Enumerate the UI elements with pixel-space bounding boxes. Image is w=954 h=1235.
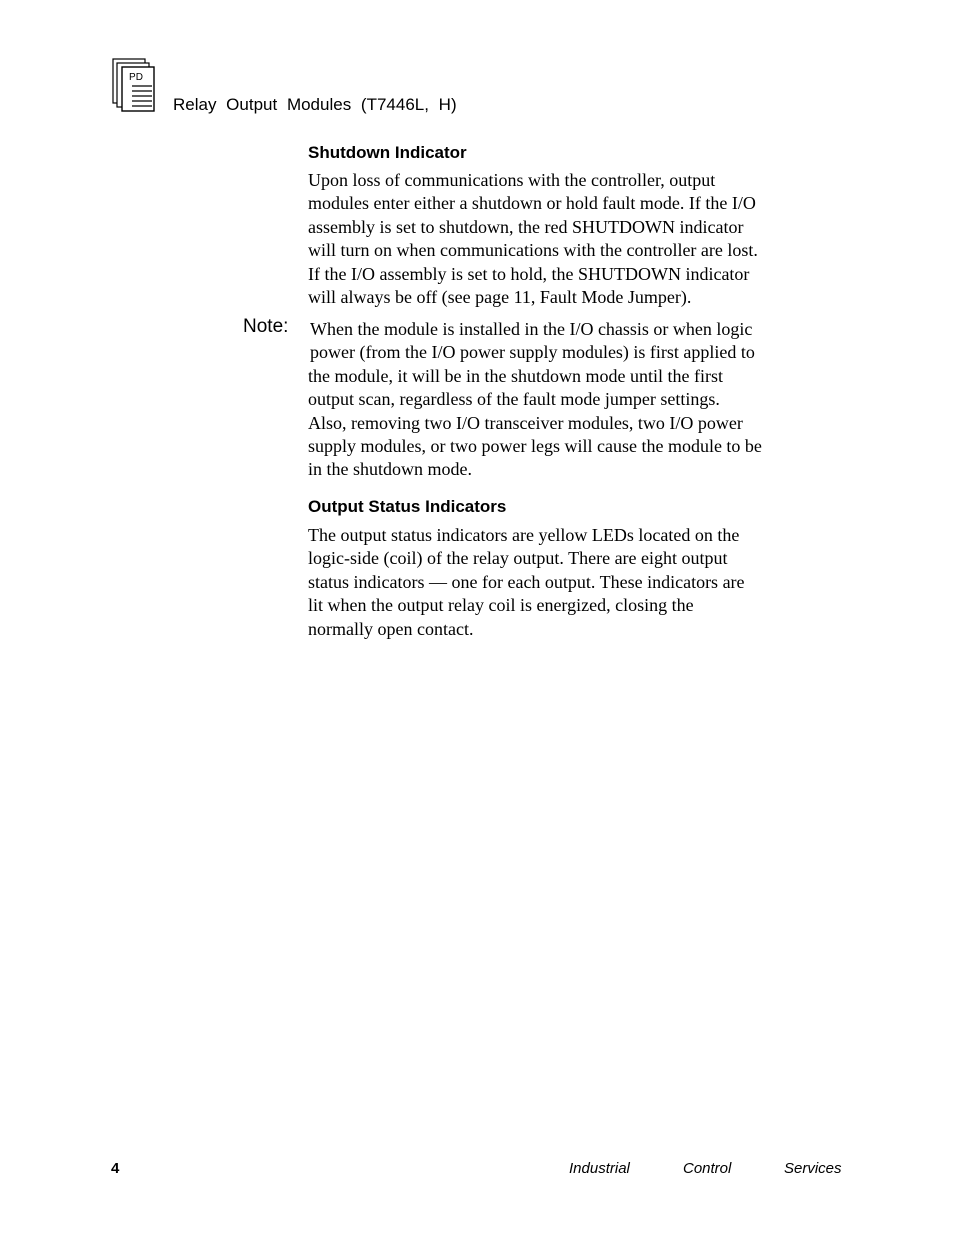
footer-company-word: Control (683, 1160, 732, 1177)
text-line: Upon loss of communications with the controller, output (308, 170, 716, 190)
text-line: in the shutdown mode. (308, 459, 472, 480)
page-number: 4 (111, 1160, 120, 1177)
text-line: logic-side (coil) of the relay output. There are eight output (308, 548, 728, 569)
text-line: output scan, regardless of the fault mode jumper settings. (308, 389, 720, 410)
text-line: assembly is set to shutdown, the red SHUTDOWN indicator (308, 216, 744, 237)
footer-company-word: Industrial (569, 1160, 630, 1177)
text-line: will always be off (see page 11, Fault Mode Jumper). (308, 287, 692, 308)
text-line: lit when the output relay coil is energized, closing the (308, 595, 694, 616)
text-line: Also, removing two I/O transceiver modules, two I/O power (308, 412, 743, 433)
footer-company-word: Services (784, 1160, 842, 1177)
section-heading-output-status: Output Status Indicators (308, 497, 507, 516)
output-status-paragraph (308, 524, 848, 641)
pd-logo (112, 58, 156, 112)
running-title: Relay Output Modules (T7446L, H) (173, 95, 457, 114)
logo-letters: PD (129, 72, 143, 83)
text-line: will turn on when communications with the controller are lost. (308, 240, 758, 261)
note-paragraph (308, 318, 848, 482)
text-line: power (from the I/O power supply modules) is first applied to (310, 342, 755, 363)
text-line: When the module is installed in the I/O chassis or when logic (310, 319, 753, 339)
text-line: modules enter either a shutdown or hold fault mode. If the I/O (308, 193, 756, 214)
text-line: the module, it will be in the shutdown mode until the first (308, 365, 723, 386)
note-label: Note: (243, 316, 289, 337)
text-line: The output status indicators are yellow LEDs located on the (308, 525, 740, 545)
text-line: status indicators — one for each output. These indicators are (308, 571, 745, 592)
text-line: supply modules, or two power legs will cause the module to be (308, 436, 762, 457)
section-heading-shutdown: Shutdown Indicator (308, 143, 467, 162)
text-line: If the I/O assembly is set to hold, the SHUTDOWN indicator (308, 263, 750, 284)
text-line: normally open contact. (308, 618, 474, 639)
shutdown-paragraph (308, 169, 848, 309)
